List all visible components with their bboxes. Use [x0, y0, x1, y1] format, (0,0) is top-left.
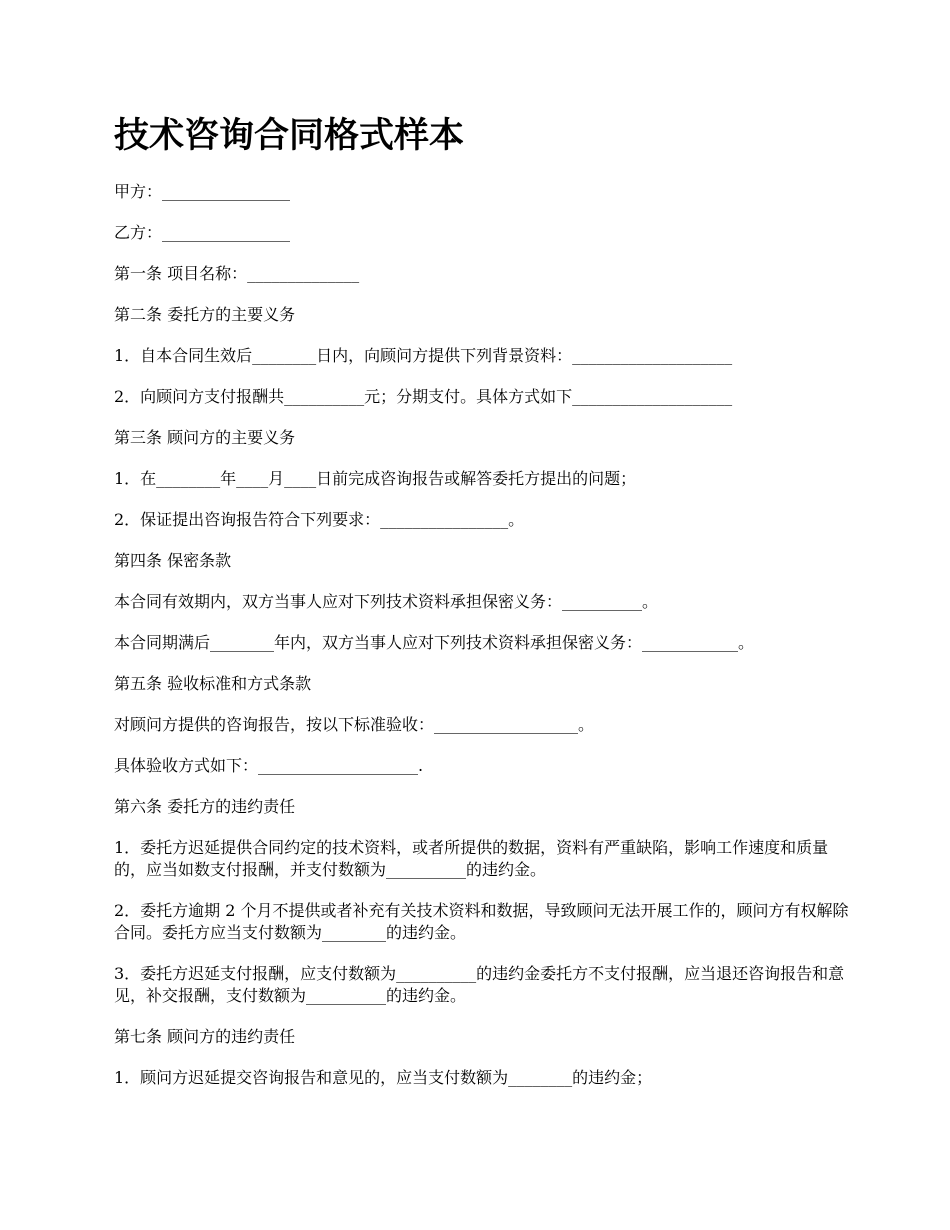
- article-5-clause-2: 具体验收方式如下：____________________.: [114, 756, 424, 775]
- article-4-clause-2: 本合同期满后________年内，双方当事人应对下列技术资料承担保密义务：____________。: [114, 633, 755, 652]
- article-2-heading: 第二条 委托方的主要义务: [114, 305, 296, 324]
- article-7-item-1: 1．顾问方迟延提交咨询报告和意见的，应当支付数额为________的违约金；: [114, 1068, 653, 1087]
- article-6-item-2: 2．委托方逾期 2 个月不提供或者补充有关技术资料和数据，导致顾问无法开展工作的，顾问方有权解除合同。委托方应当支付数额为________的违约金。: [114, 901, 849, 942]
- article-5-heading: 第五条 验收标准和方式条款: [114, 674, 312, 693]
- article-6-item-3: 3．委托方迟延支付报酬，应支付数额为__________的违约金委托方不支付报酬，应当退还咨询报告和意见，补交报酬，支付数额为__________的违约金。: [114, 964, 845, 1005]
- article-2-item-2: 2．向顾问方支付报酬共__________元；分期支付。具体方式如下____________________: [114, 387, 733, 406]
- document-page: [114, 112, 854, 1108]
- article-3-heading: 第三条 顾问方的主要义务: [114, 428, 296, 447]
- article-3-item-1: 1．在________年____月____日前完成咨询报告或解答委托方提出的问题；: [114, 469, 637, 488]
- article-6-item-1: 1．委托方迟延提供合同约定的技术资料，或者所提供的数据，资料有严重缺陷，影响工作速度和质量的，应当如数支付报酬，并支付数额为__________的违约金。: [114, 838, 829, 879]
- document-title: 技术咨询合同格式样本: [114, 116, 465, 156]
- article-7-heading: 第七条 顾问方的违约责任: [114, 1027, 296, 1046]
- party-b-line: 乙方：________________: [114, 223, 291, 242]
- article-4-clause-1: 本合同有效期内，双方当事人应对下列技术资料承担保密义务：__________。: [114, 592, 659, 611]
- article-2-item-1: 1．自本合同生效后________日内，向顾问方提供下列背景资料：____________________: [114, 346, 733, 365]
- article-5-clause-1: 对顾问方提供的咨询报告，按以下标准验收：__________________。: [114, 715, 595, 734]
- party-a-line: 甲方：________________: [114, 182, 291, 201]
- article-6-heading: 第六条 委托方的违约责任: [114, 797, 296, 816]
- article-3-item-2: 2．保证提出咨询报告符合下列要求：________________。: [114, 510, 525, 529]
- article-1-project-name: 第一条 项目名称：______________: [114, 264, 360, 283]
- article-4-heading: 第四条 保密条款: [114, 551, 232, 570]
